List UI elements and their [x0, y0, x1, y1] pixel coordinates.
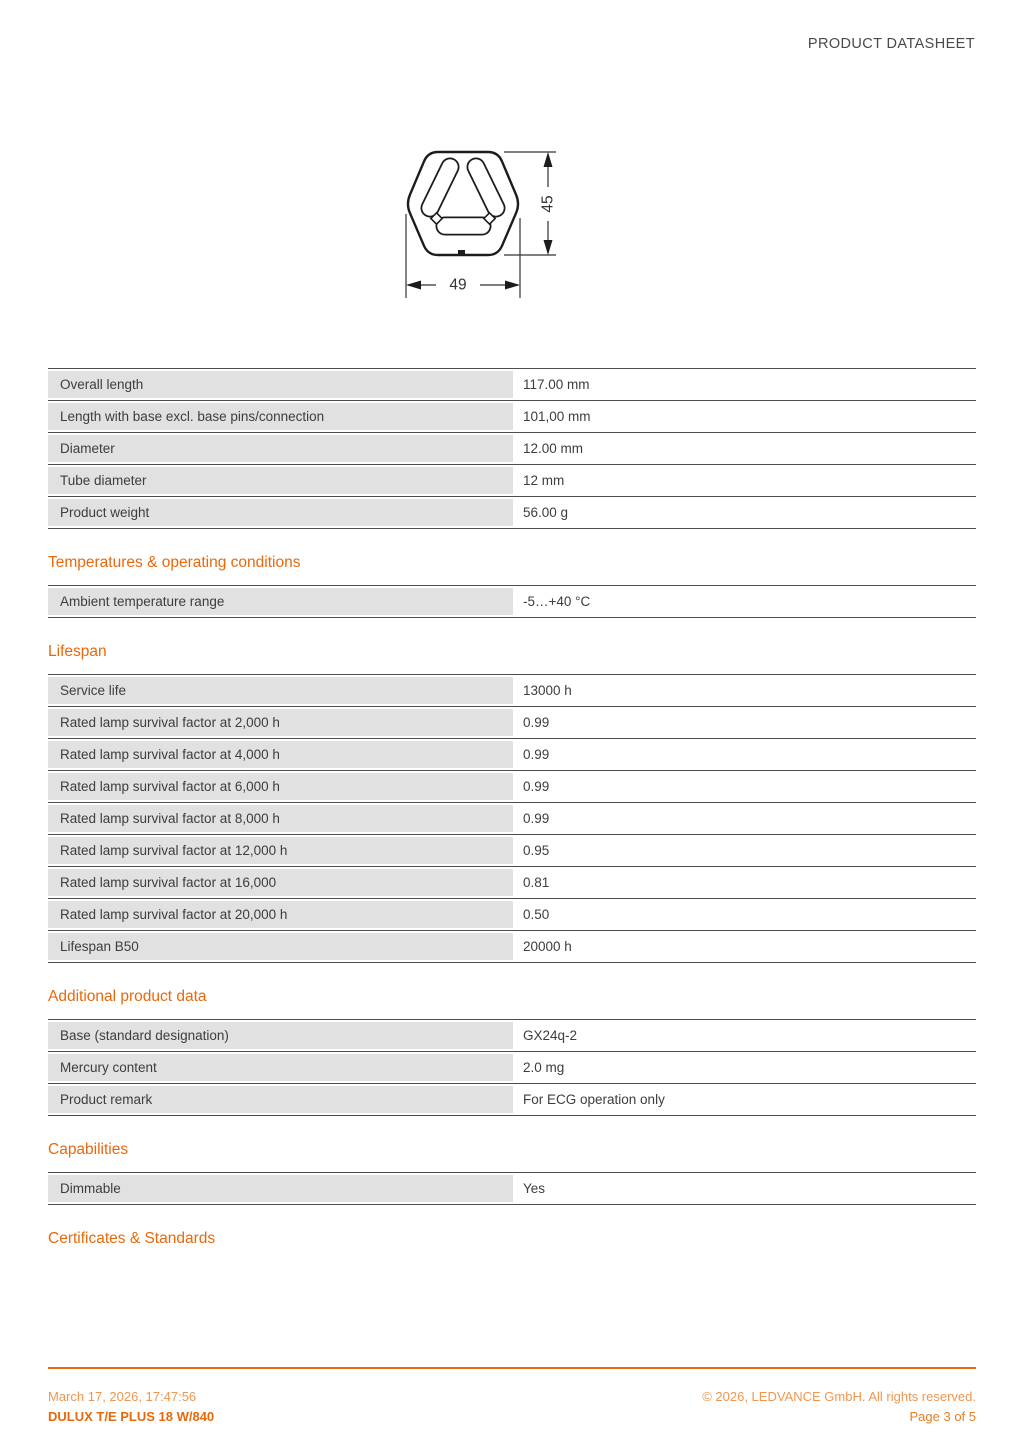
table-row: [48, 675, 976, 707]
table-row: [48, 586, 976, 618]
row-label-cell: Rated lamp survival factor at 6,000 h: [48, 773, 513, 800]
footer-divider: [48, 1367, 976, 1369]
row-value-cell: 0.99: [513, 773, 976, 800]
arrow-left-icon: [406, 281, 421, 290]
section-title: Certificates & Standards: [48, 1230, 216, 1247]
footer: [48, 1387, 976, 1426]
row-value-cell: 2.0 mg: [513, 1054, 976, 1081]
section: [48, 553, 976, 618]
dimension-width-label: 49: [449, 276, 467, 294]
section: [48, 368, 976, 529]
section: [48, 987, 976, 1116]
data-table: [48, 674, 976, 963]
row-value-cell: 0.81: [513, 869, 976, 896]
row-label-cell: Base (standard designation): [48, 1022, 513, 1049]
row-value-cell: 0.99: [513, 709, 976, 736]
row-value-cell: 0.99: [513, 805, 976, 832]
row-label-cell: Ambient temperature range: [48, 588, 513, 615]
table-row: [48, 739, 976, 771]
row-label-cell: Dimmable: [48, 1175, 513, 1202]
footer-right: [702, 1387, 976, 1426]
row-value-cell: 0.99: [513, 741, 976, 768]
table-row: [48, 803, 976, 835]
table-row: [48, 707, 976, 739]
table-row: [48, 433, 976, 465]
row-value-cell: Yes: [513, 1175, 976, 1202]
table-row: [48, 835, 976, 867]
row-label-cell: Rated lamp survival factor at 8,000 h: [48, 805, 513, 832]
table-row: [48, 1084, 976, 1116]
row-value-cell: 0.95: [513, 837, 976, 864]
row-value-cell: 12 mm: [513, 467, 976, 494]
sections: [48, 368, 976, 1261]
section: [48, 642, 976, 963]
row-label-cell: Rated lamp survival factor at 4,000 h: [48, 741, 513, 768]
row-value-cell: 101,00 mm: [513, 403, 976, 430]
table-row: [48, 369, 976, 401]
page-title: PRODUCT DATASHEET: [807, 36, 975, 52]
row-value-cell: 117.00 mm: [513, 371, 976, 398]
row-value-cell: 20000 h: [513, 933, 976, 960]
seam-notch: [458, 250, 465, 254]
section: [48, 1229, 976, 1249]
row-label-cell: Service life: [48, 677, 513, 704]
row-label-cell: Rated lamp survival factor at 20,000 h: [48, 901, 513, 928]
row-value-cell: GX24q-2: [513, 1022, 976, 1049]
table-row: [48, 899, 976, 931]
footer-generated-date: March 17, 2026, 17:47:56: [48, 1389, 197, 1404]
arrow-down-icon: [544, 240, 553, 255]
row-value-cell: 0.50: [513, 901, 976, 928]
footer-page-number: Page 3 of 5: [909, 1408, 976, 1424]
row-value-cell: 12.00 mm: [513, 435, 976, 462]
row-label-cell: Tube diameter: [48, 467, 513, 494]
arrow-up-icon: [544, 152, 553, 167]
section-title: Lifespan: [48, 643, 107, 660]
row-label-cell: Diameter: [48, 435, 513, 462]
row-label-cell: Rated lamp survival factor at 2,000 h: [48, 709, 513, 736]
row-label-cell: Product remark: [48, 1086, 513, 1113]
table-row: [48, 497, 976, 529]
row-label-cell: Rated lamp survival factor at 16,000: [48, 869, 513, 896]
table-row: [48, 771, 976, 803]
footer-copyright: © 2026, LEDVANCE GmbH. All rights reserved.: [702, 1389, 976, 1404]
table-row: [48, 867, 976, 899]
section-title: Capabilities: [48, 1141, 129, 1158]
row-label-cell: Product weight: [48, 499, 513, 526]
data-table: [48, 585, 976, 618]
dimension-height-label: 45: [539, 195, 557, 213]
row-value-cell: 13000 h: [513, 677, 976, 704]
section-title: Temperatures & operating conditions: [48, 554, 301, 571]
table-row: [48, 1020, 976, 1052]
row-label-cell: Length with base excl. base pins/connection: [48, 403, 513, 430]
row-label-cell: Rated lamp survival factor at 12,000 h: [48, 837, 513, 864]
table-row: [48, 931, 976, 963]
table-row: [48, 401, 976, 433]
arrow-right-icon: [505, 281, 520, 290]
row-value-cell: For ECG operation only: [513, 1086, 976, 1113]
table-row: [48, 1173, 976, 1205]
table-row: [48, 1052, 976, 1084]
data-table: [48, 1019, 976, 1116]
data-table: [48, 368, 976, 529]
footer-product-name: DULUX T/E PLUS 18 W/840: [48, 1408, 215, 1424]
table-row: [48, 465, 976, 497]
row-label-cell: Lifespan B50: [48, 933, 513, 960]
footer-left: [48, 1387, 214, 1426]
section-title: Additional product data: [48, 988, 207, 1005]
row-value-cell: 56.00 g: [513, 499, 976, 526]
data-table: [48, 1172, 976, 1205]
row-label-cell: Overall length: [48, 371, 513, 398]
section: [48, 1140, 976, 1205]
product-dimension-diagram: [388, 140, 573, 305]
row-label-cell: Mercury content: [48, 1054, 513, 1081]
row-value-cell: -5…+40 °C: [513, 588, 976, 615]
